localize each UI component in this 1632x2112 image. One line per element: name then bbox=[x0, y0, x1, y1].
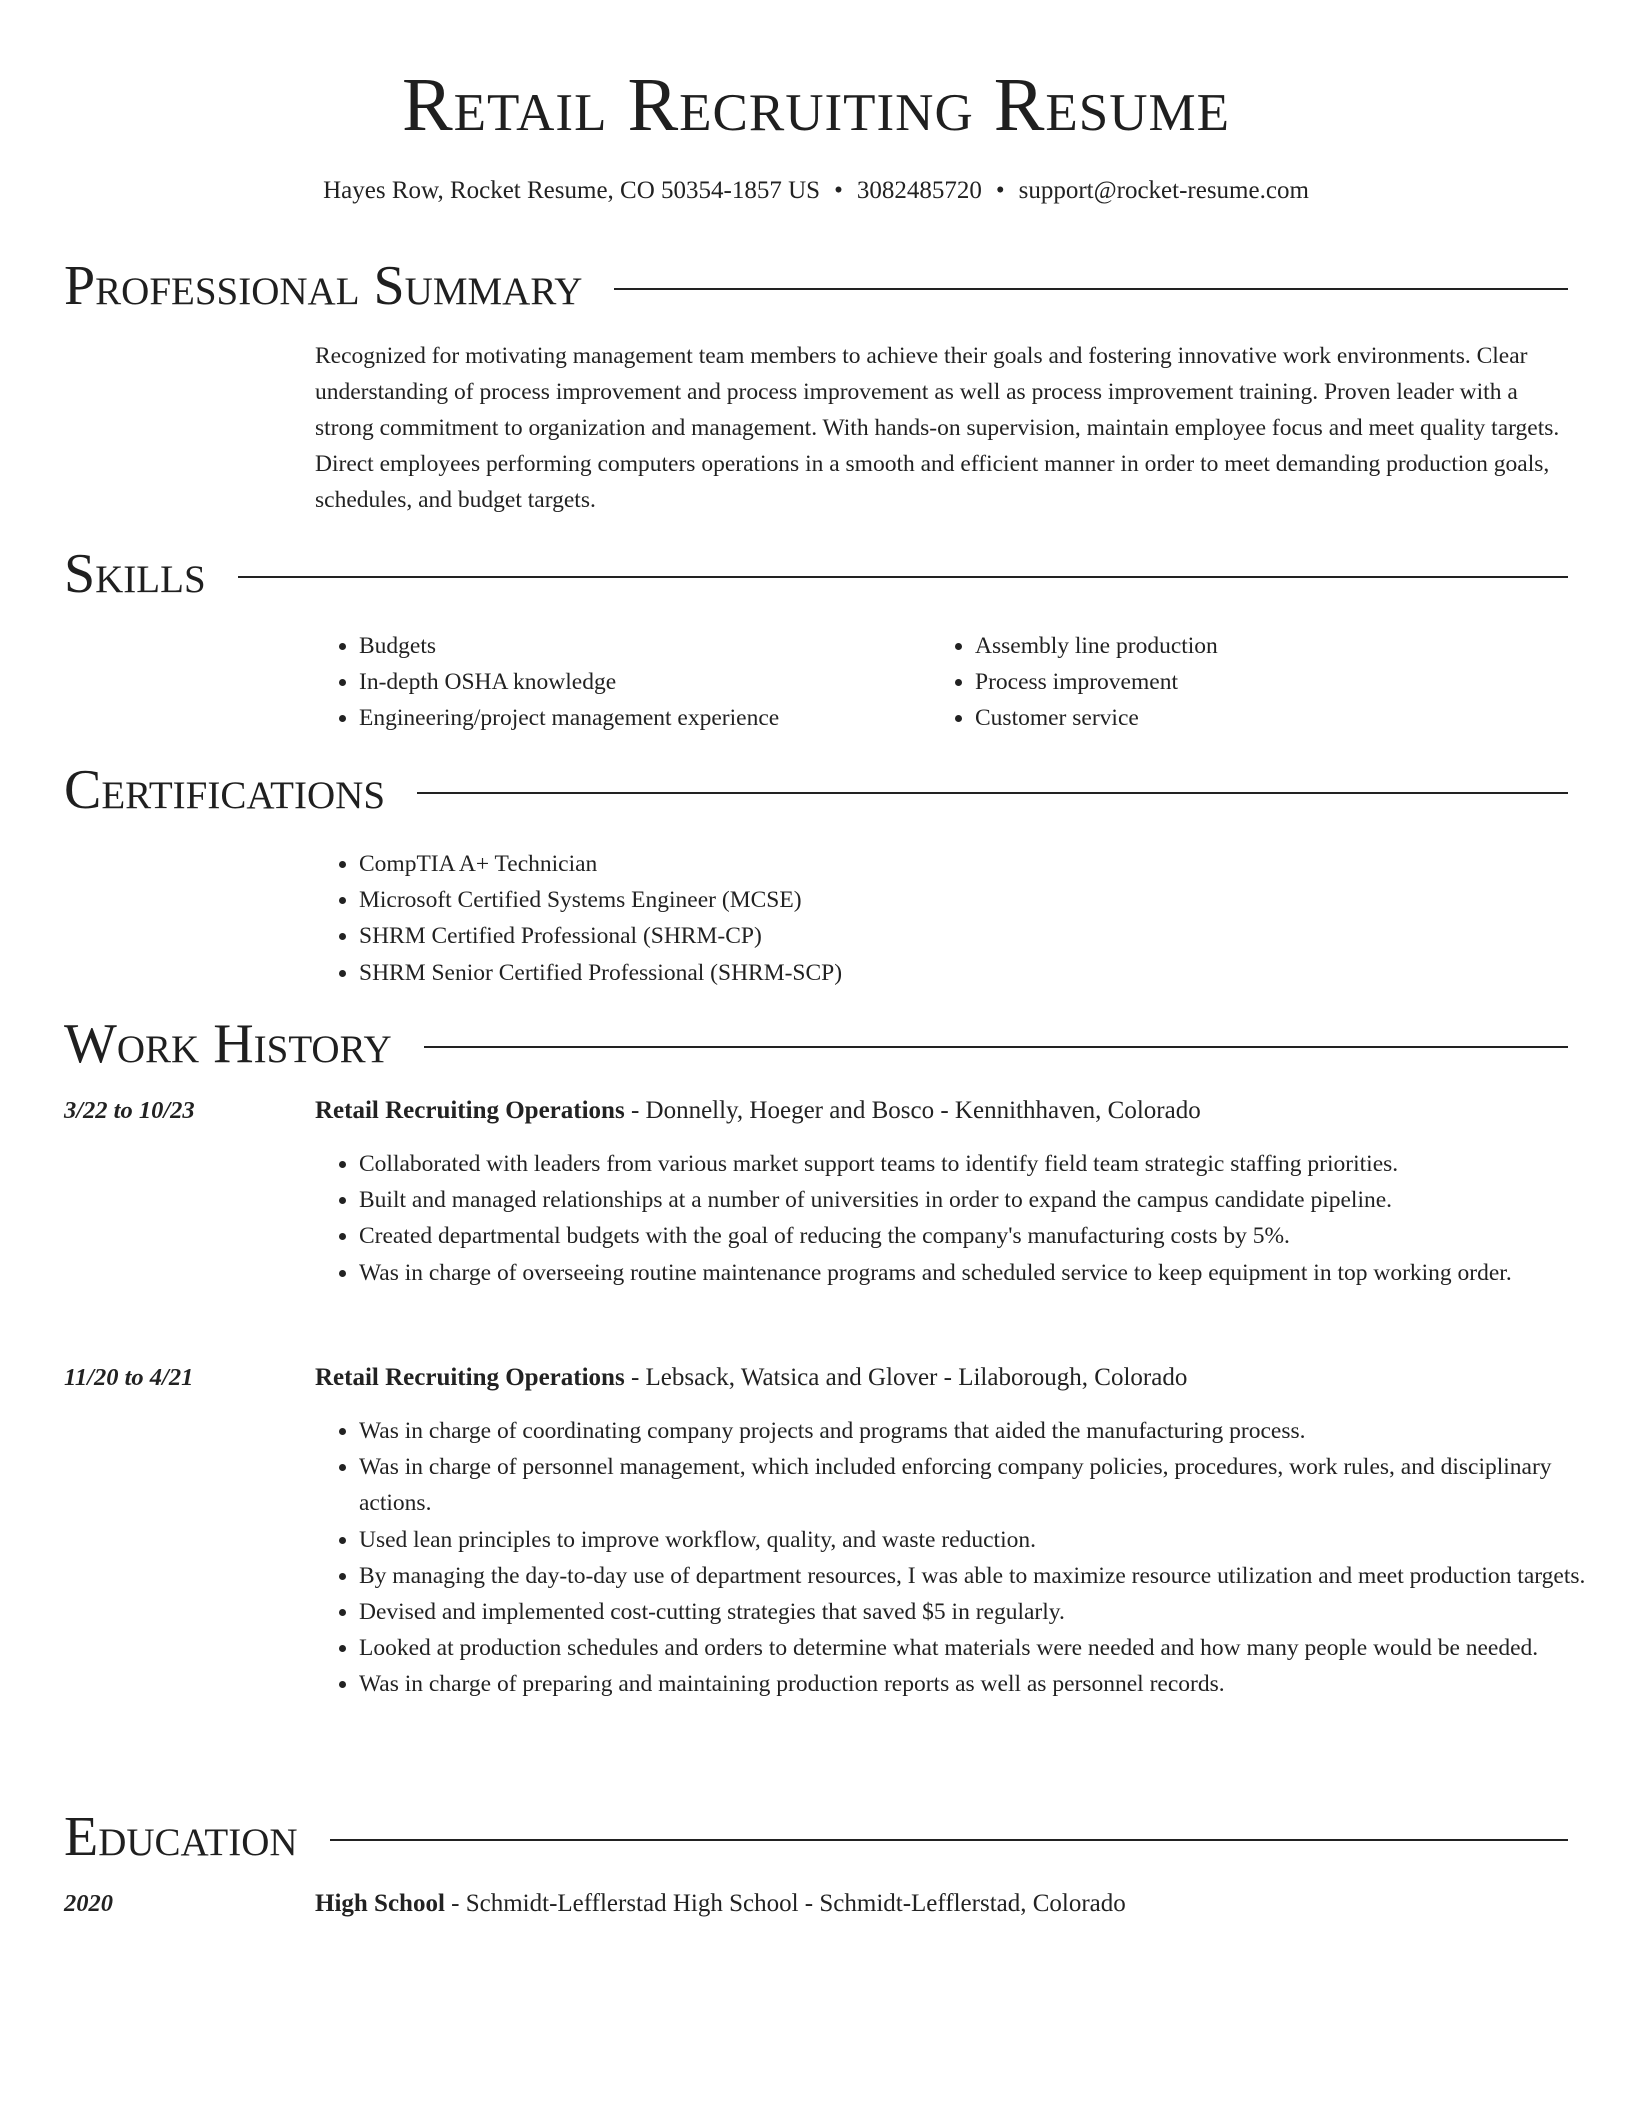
certification-item: • Microsoft Certified Systems Engineer (MCSE) bbox=[359, 882, 1559, 918]
section-divider bbox=[614, 288, 1568, 290]
skill-item: • Assembly line production bbox=[975, 628, 1575, 664]
certification-item: • SHRM Certified Professional (SHRM-CP) bbox=[359, 918, 1559, 954]
skills-list-right bbox=[931, 628, 1575, 737]
skill-item: • Budgets bbox=[359, 628, 959, 664]
section-divider bbox=[417, 792, 1568, 794]
section-title: Certifications bbox=[64, 759, 386, 821]
summary-text: Recognized for motivating management team members to achieve their goals and fostering innovative work environments. Clear understanding of process improvement and process improvement as well as process improvement training. Proven leader with a strong commitment to organization and management. With hands-on supervision, maintain employee focus and meet quality targets. Direct employees performing computers operations in a smooth and efficient manner in order to meet demanding production goals, schedules, and budget targets. bbox=[315, 343, 1560, 513]
job-bullet: • Used lean principles to improve workflow, quality, and waste reduction. bbox=[359, 1522, 1614, 1558]
section-title: Work History bbox=[64, 1013, 392, 1075]
separator: • bbox=[995, 177, 1005, 204]
job-bullet: • Collaborated with leaders from various market support teams to identify field team strategic staffing priorities. bbox=[359, 1146, 1614, 1182]
job-bullet: • Created departmental budgets with the goal of reducing the company's manufacturing costs by 5%. bbox=[359, 1218, 1614, 1254]
skill-item: • Process improvement bbox=[975, 664, 1575, 700]
job-employer: - Donnelly, Hoeger and Bosco - Kennithhaven, Colorado bbox=[624, 1097, 1201, 1124]
education-degree: High School bbox=[315, 1890, 445, 1917]
skill-item: • Customer service bbox=[975, 700, 1575, 736]
job-bullet: • Was in charge of coordinating company projects and programs that aided the manufacturing process. bbox=[359, 1413, 1614, 1449]
education-year: 2020 bbox=[64, 1890, 113, 1917]
job-employer: - Lebsack, Watsica and Glover - Lilaborough, Colorado bbox=[624, 1364, 1188, 1391]
job-title: Retail Recruiting Operations bbox=[315, 1364, 625, 1391]
resume-name: Retail Recruiting Resume bbox=[401, 63, 1231, 147]
skills-section-header bbox=[64, 542, 1568, 606]
job-dates: 3/22 to 10/23 bbox=[64, 1097, 195, 1124]
section-title: Education bbox=[64, 1806, 298, 1868]
address: Hayes Row, Rocket Resume, CO 50354-1857 US bbox=[323, 177, 821, 204]
job-bullet: • Was in charge of overseeing routine maintenance programs and scheduled service to keep equipment in top working order. bbox=[359, 1255, 1614, 1291]
certification-item: • CompTIA A+ Technician bbox=[359, 846, 1559, 882]
certifications-section-header bbox=[64, 758, 1568, 822]
job-bullet: • Devised and implemented cost-cutting strategies that saved $5 in regularly. bbox=[359, 1594, 1614, 1630]
section-title: Skills bbox=[64, 543, 206, 605]
phone: 3082485720 bbox=[856, 177, 982, 204]
contact-line bbox=[0, 176, 1632, 206]
job-bullet: • Was in charge of preparing and maintaining production reports as well as personnel records. bbox=[359, 1666, 1614, 1702]
job-heading bbox=[315, 1361, 1187, 1395]
section-title: Professional Summary bbox=[64, 255, 583, 317]
job-bullet: • Built and managed relationships at a number of universities in order to expand the campus candidate pipeline. bbox=[359, 1182, 1614, 1218]
job-bullets bbox=[315, 1413, 1614, 1703]
job-bullets bbox=[315, 1146, 1614, 1291]
job-bullet: • Was in charge of personnel management, which included enforcing company policies, procedures, work rules, and disciplinary actions. bbox=[359, 1449, 1614, 1521]
section-divider bbox=[330, 1839, 1568, 1841]
section-divider bbox=[424, 1046, 1568, 1048]
job-bullet: • Looked at production schedules and orders to determine what materials were needed and how many people would be needed. bbox=[359, 1630, 1614, 1666]
skills-list-left bbox=[315, 628, 959, 737]
skill-item: • In-depth OSHA knowledge bbox=[359, 664, 959, 700]
email: support@rocket-resume.com bbox=[1018, 177, 1309, 204]
section-divider bbox=[238, 576, 1568, 578]
job-dates: 11/20 to 4/21 bbox=[64, 1364, 194, 1391]
work-history-section-header bbox=[64, 1012, 1568, 1076]
education-section-header bbox=[64, 1805, 1568, 1869]
certifications-list bbox=[315, 846, 1559, 991]
separator: • bbox=[834, 177, 843, 204]
skill-item: • Engineering/project management experience bbox=[359, 700, 959, 736]
education-heading bbox=[315, 1887, 1126, 1921]
job-bullet: • By managing the day-to-day use of department resources, I was able to maximize resource utilization and meet production targets. bbox=[359, 1558, 1614, 1594]
education-school: - Schmidt-Lefflerstad High School - Schmidt-Lefflerstad, Colorado bbox=[444, 1890, 1126, 1917]
summary-section-header bbox=[64, 254, 1568, 318]
job-title: Retail Recruiting Operations bbox=[315, 1097, 625, 1124]
certification-item: • SHRM Senior Certified Professional (SHRM-SCP) bbox=[359, 955, 1559, 991]
job-heading bbox=[315, 1094, 1201, 1128]
